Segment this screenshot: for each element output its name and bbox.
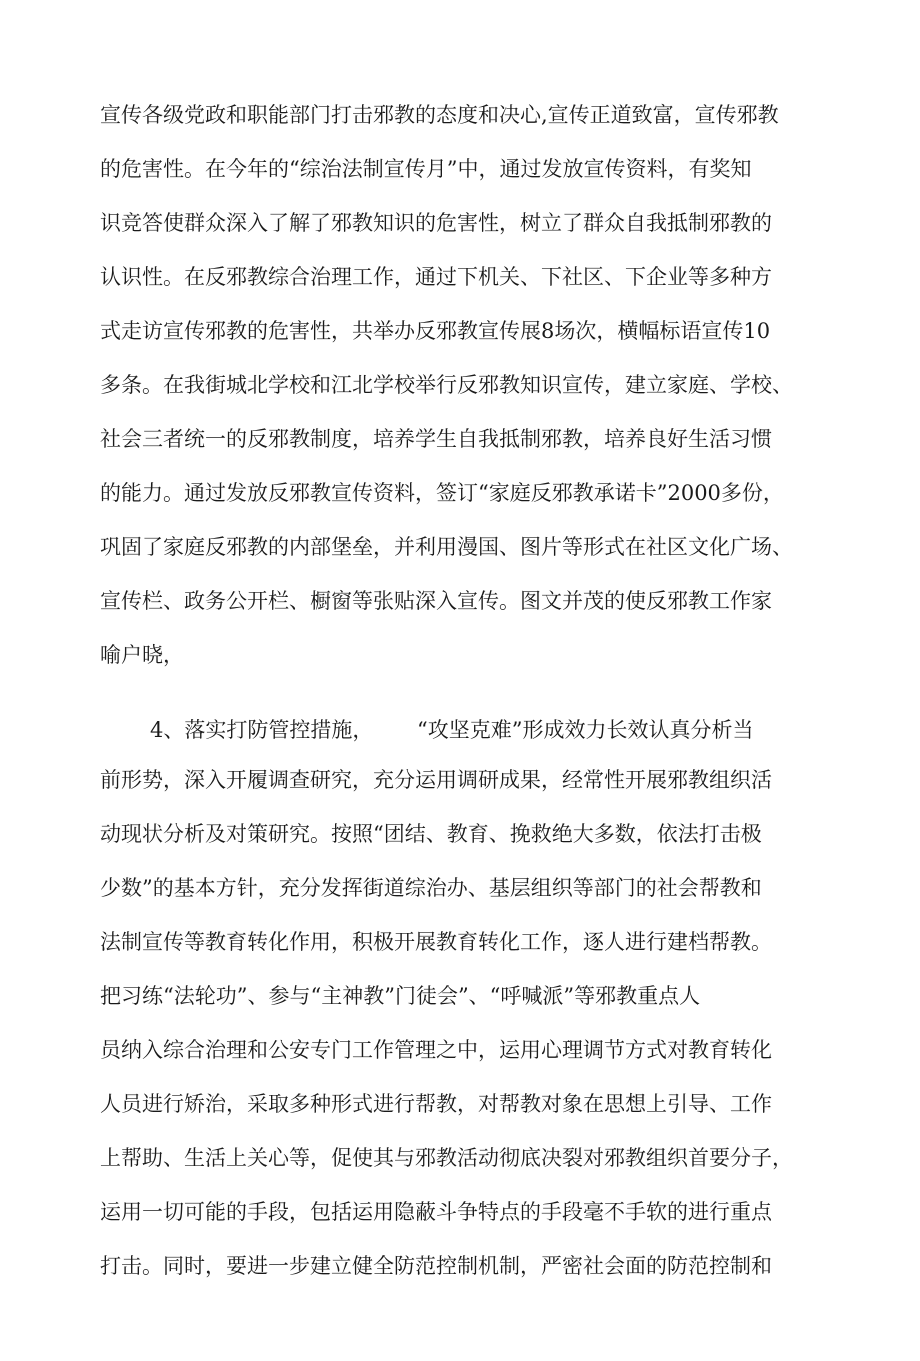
section-heading-continuation: “攻坚克难”形成效力长效认真分析当 xyxy=(417,718,754,742)
document-page: 宣传各级党政和职能部门打击邪教的态度和决心,宣传正道致富，宣传邪教 的危害性。在今年的“综治法制宣传月”中，通过发放宣传资料，有奖知 识竞答使群众深入了解了邪教知识的危害性，树立了群众自我抵制邪教的 认识性。在反邪教综合治理工作，通过下机关、下社区、下企业等多种方 式走访宣传邪教的危害性，共举办反邪教宣传展8场次，横幅标语宣传10 多条。在我街城北学校和江北学校举行反邪教知识宣传，建立家庭、学校、 社会三者统一的反邪教制度，培养学生自我抵制邪教，培养良好生活习惯 的能力。通过发放反邪教宣传资料，签订“家庭反邪教承诺卡”2000多份， 巩固了家庭反邪教的内部堡垒，并利用漫国、图片等形式在社区文化广场、 宣传栏、政务公开栏、橱窗等张贴深入宣传。图文并茂的使反邪教工作家 喻户晓， 4、落实打防管控措施， “攻坚克难”形成效力长效认真分析当 前形势，深入开履调查研究，充分运用调研成果，经常性开展邪教组织活 动现状分析及对策研究。按照“团结、教育、挽救绝大多数，依法打击极 少数”的基本方针，充分发挥街道综治办、基层组织等部门的社会帮教和 法制宣传等教育转化作用，积极开展教育转化工作，逐人进行建档帮教。 把习练“法轮功”、参与“主神教”门徒会”、“呼喊派”等邪教重点人 员纳入综合治理和公安专门工作管理之中，运用心理调节方式对教育转化 人员进行矫治，采取多种形式进行帮教，对帮教对象在思想上引导、工作 上帮助、生活上关心等，促使其与邪教活动彻底决裂对邪教组织首要分子， 运用一切可能的手段，包括运用隐蔽斗争特点的手段毫不手软的进行重点 打击。同时，要进一步建立健全防范控制机制，严密社会面的防范控制和 xyxy=(100,103,793,1278)
section-number-heading: 4、落实打防管控措施， xyxy=(150,718,374,742)
